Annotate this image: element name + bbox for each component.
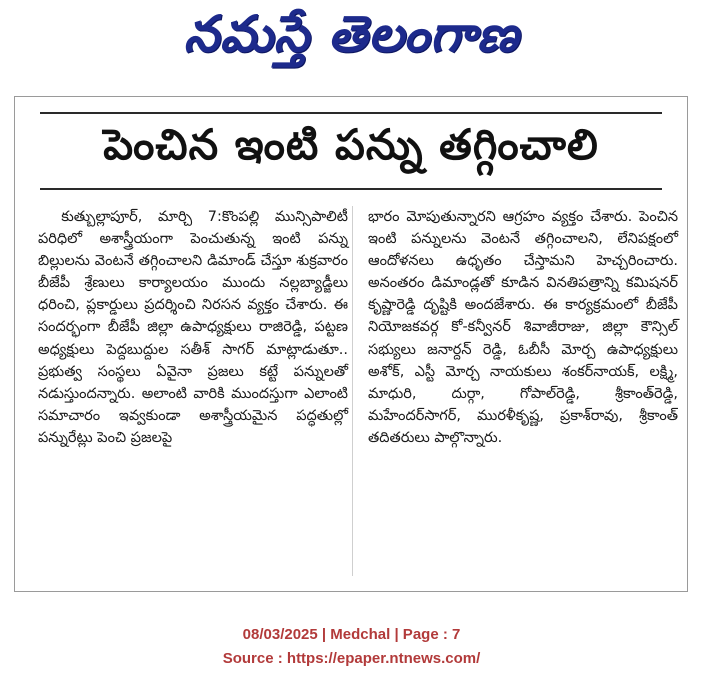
footer-source-link[interactable]: Source : https://epaper.ntnews.com/ bbox=[222, 650, 481, 667]
article-column-right: భారం మోపుతున్నారని ఆగ్రహం వ్యక్తం చేశారు. పెంచిన ఇంటి పన్నులను వెంటనే తగ్గించాలని, లేనిపక్షంలో ఆందోళనలు ఉధృతం చేస్తామని హెచ్చరించారు. అనంతరం డిమాండ్లతో కూడిన వినతిపత్రాన్ని కమిషనర్ కృష్ణారెడ్డి దృష్టికి అందజేశారు. ఈ కార్యక్రమంలో బీజేపీ నియోజకవర్గ కో-కన్వీనర్ శివాజీరాజు, జిల్లా కౌన్సిల్ సభ్యులు జనార్దన్ రెడ్డి, ఓబీసీ మోర్చ ఉపాధ్యక్షులు అశోక్, ఎస్టీ మోర్చ నాయకులు శంకర్‌నాయక్, లక్ష్మి, మాధురి, దుర్గా, గోపాల్‌రెడ్డి, శ్రీకాంత్‌రెడ్డి, మహేందర్‌సాగర్, మురళీకృష్ణ, ప్రకాశ్‌రావు, శ్రీకాంత్ తదితరులు పాల్గొన్నారు. bbox=[368, 209, 678, 446]
footer-dateline: 08/03/2025 | Medchal | Page : 7 bbox=[242, 626, 461, 643]
headline-top-rule bbox=[40, 112, 662, 114]
headline-bottom-rule bbox=[40, 188, 662, 190]
column-divider bbox=[352, 206, 353, 576]
article-headline: పెంచిన ఇంటి పన్ను తగ్గించాలి bbox=[103, 120, 599, 169]
newspaper-masthead: నమస్తే తెలంగాణ bbox=[183, 4, 520, 63]
article-column-left: కుత్బుల్లాపూర్, మార్చి 7:కొంపల్లి మున్సిపాలిటీ పరిధిలో అశాస్త్రీయంగా పెంచుతున్న ఇంటి పన్ను బిల్లులను వెంటనే తగ్గించాలని డిమాండ్ చేస్తూ శుక్రవారం బీజేపీ శ్రేణులు కార్యాలయం ముందు నల్లబ్యాడ్జీలు ధరించి, ప్లకార్డులు ప్రదర్శించి నిరసన వ్యక్తం చేశారు. ఈ సందర్భంగా బీజేపీ జిల్లా ఉపాధ్యక్షులు రాజిరెడ్డి, పట్టణ అధ్యక్షులు పెద్దబుద్దుల సతీశ్ సాగర్ మాట్లాడుతూ.. ప్రభుత్వ సంస్థలు ఏవైనా ప్రజలు కట్టే పన్నులతో నడుస్తుందన్నారు. అలాంటి వారికి ముందస్తుగా ఎలాంటి సమాచారం ఇవ్వకుండా అశాస్త్రీయమైన పద్ధతుల్లో పన్నురేట్లు పెంచి ప్రజలపై bbox=[38, 209, 348, 446]
